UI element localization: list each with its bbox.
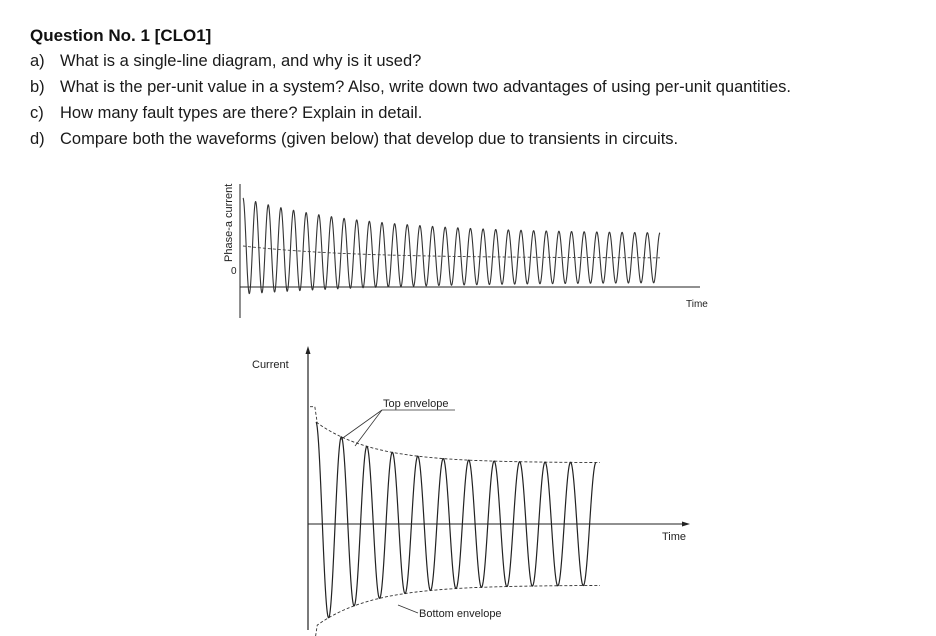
fig2-top-envelope-label: Top envelope	[383, 398, 449, 410]
fig1-dc-component	[243, 246, 660, 258]
fig1-origin-label: 0	[231, 266, 237, 277]
fig1-x-label: Time	[686, 299, 708, 310]
fig2-top-label-leader	[340, 410, 382, 440]
item-text: How many fault types are there? Explain in detail.	[60, 104, 423, 122]
item-letter: a)	[30, 52, 45, 70]
item-text: Compare both the waveforms (given below) that develop due to transients in circuits.	[60, 130, 679, 148]
item-letter: c)	[30, 104, 44, 122]
item-text: What is a single-line diagram, and why is it used?	[60, 52, 422, 70]
fig2-top-envelope-curve	[310, 407, 600, 463]
fig2-current-waveform	[316, 422, 596, 618]
item-letter: d)	[30, 130, 45, 148]
item-text: What is the per-unit value in a system? Also, write down two advantages of using per-unit quantities.	[60, 78, 791, 96]
fig2-y-arrow	[306, 346, 311, 354]
fig2-bottom-label-leader	[398, 605, 418, 613]
fig1-y-label: Phase-a current	[223, 183, 235, 262]
fig2-y-label: Current	[252, 359, 289, 371]
figure2-current-envelopes	[252, 346, 690, 636]
figure1-phase-current	[223, 184, 708, 318]
fig2-x-label: Time	[662, 531, 687, 543]
item-letter: b)	[30, 78, 45, 96]
fig2-bottom-envelope-label: Bottom envelope	[419, 608, 502, 620]
fig2-top-label-leader-2	[355, 410, 382, 446]
fig2-x-arrow	[682, 522, 690, 527]
question-title: Question No. 1 [CLO1]	[30, 26, 212, 45]
fig1-current-waveform	[243, 198, 660, 294]
